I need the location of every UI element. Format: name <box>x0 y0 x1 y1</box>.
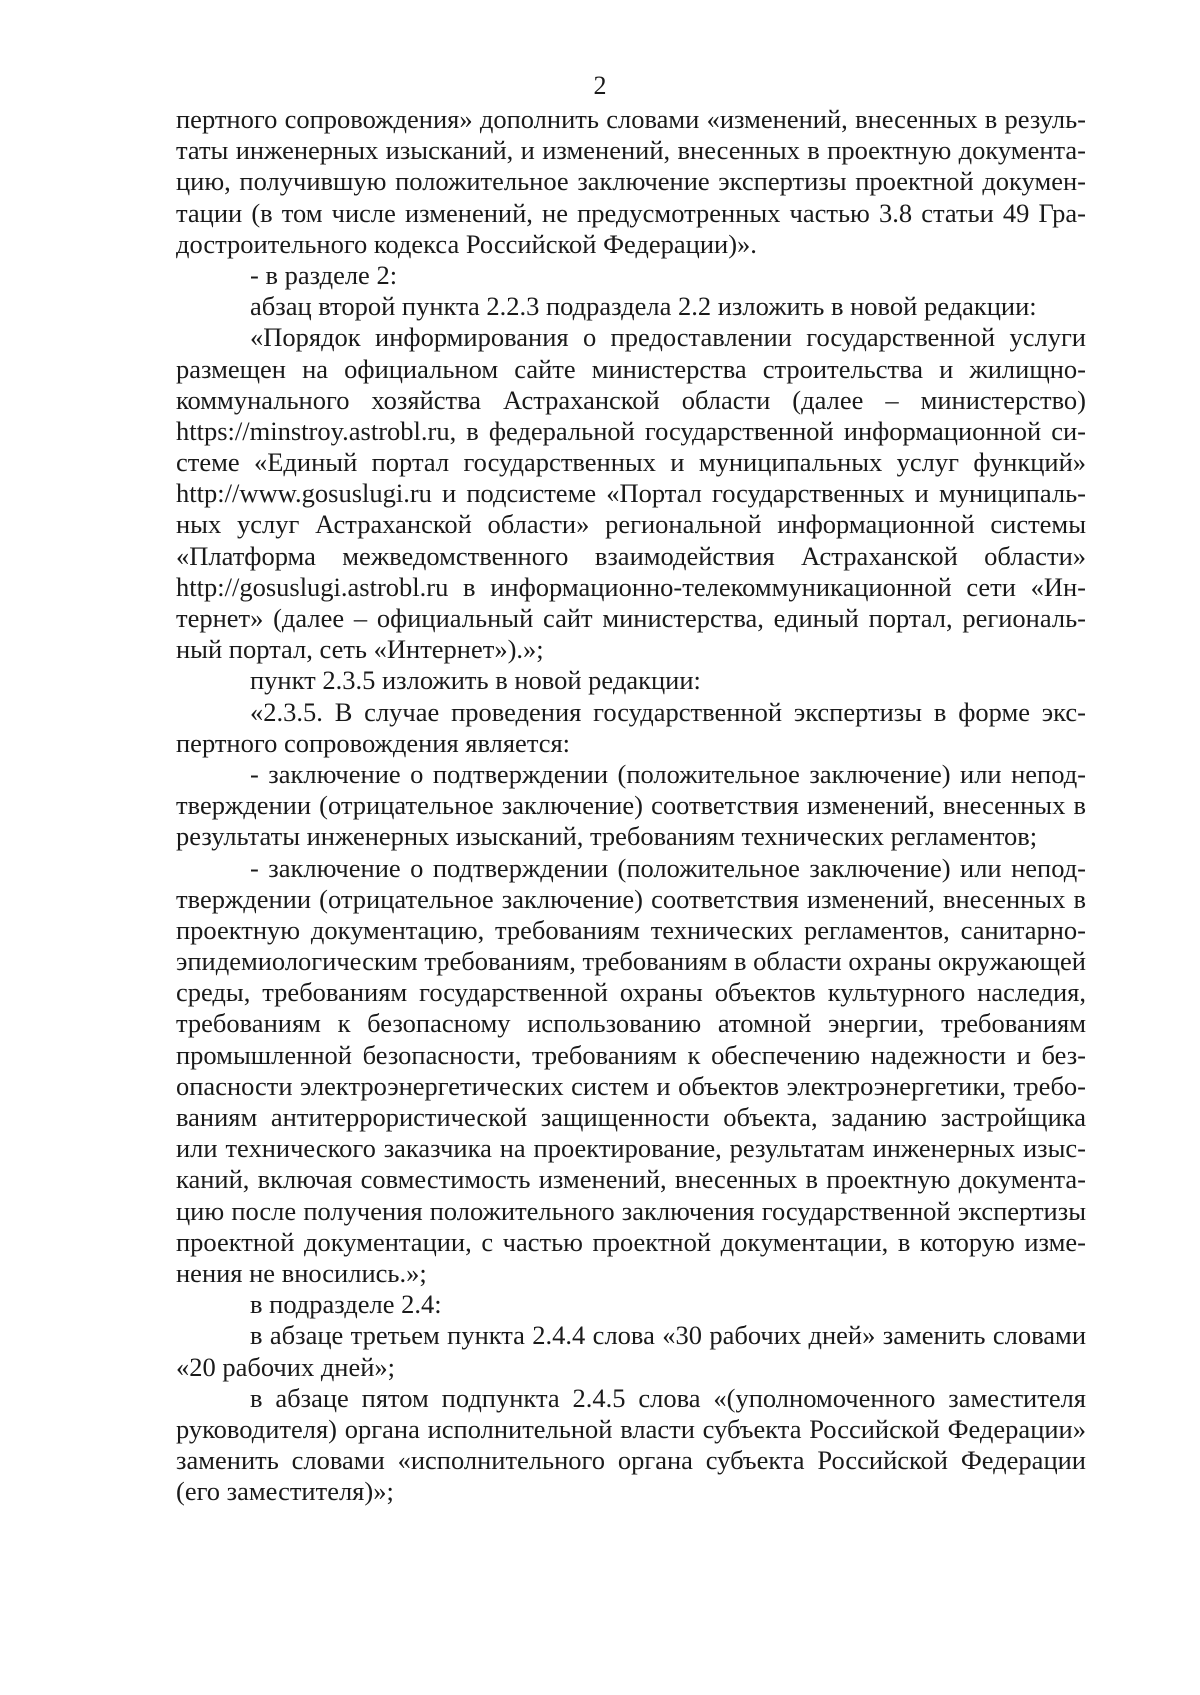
text-line: тернет» (далее – официальный сайт министерства, единый портал, региональ- <box>176 603 1086 633</box>
text-line: http://gosuslugi.astrobl.ru в информационно-телекоммуникационной сети «Ин- <box>176 571 1086 602</box>
text-line: цию, получившую положительное заключение экспертизы проектной докумен- <box>176 166 1086 197</box>
text-line: промышленной безопасности, требованиям к обеспечению надежности и без- <box>176 1039 1086 1070</box>
text-line: пертного сопровождения является: <box>176 727 571 758</box>
text-line: пункт 2.3.5 изложить в новой редакции: <box>250 665 701 696</box>
text-line: - в разделе 2: <box>250 259 398 290</box>
text-line: (его заместителя)»; <box>176 1476 394 1507</box>
document-body <box>176 104 1086 1507</box>
text-line: «Порядок информирования о предоставлении государственной услуги <box>250 322 1086 353</box>
text-line: требованиям к безопасному использованию атомной энергии, требованиям <box>176 1008 1086 1039</box>
text-line: каний, включая совместимость изменений, внесенных в проектную документа- <box>176 1164 1086 1195</box>
text-line: коммунального хозяйства Астраханской области (далее – министерство) <box>176 384 1086 415</box>
text-line: среды, требованиям государственной охраны объектов культурного наследия, <box>176 977 1086 1008</box>
text-line: тверждении (отрицательное заключение) соответствия изменений, внесенных в <box>176 883 1086 914</box>
text-line: абзац второй пункта 2.2.3 подраздела 2.2 изложить в новой редакции: <box>250 291 1037 322</box>
text-line: «Платформа межведомственного взаимодействия Астраханской области» <box>176 540 1086 571</box>
text-line: http://www.gosuslugi.ru и подсистеме «Портал государственных и муниципаль- <box>176 478 1086 509</box>
text-line: тации (в том числе изменений, не предусмотренных частью 3.8 статьи 49 Гра- <box>176 197 1086 228</box>
text-line: результаты инженерных изысканий, требованиям технических регламентов; <box>176 821 1038 852</box>
text-line: проектной документации, с частью проектной документации, в которую изме- <box>176 1226 1086 1257</box>
text-line: эпидемиологическим требованиям, требованиям в области охраны окружающей <box>176 946 1086 977</box>
text-line: ный портал, сеть «Интернет»).»; <box>176 634 544 665</box>
text-line: «2.3.5. В случае проведения государственной экспертизы в форме экс- <box>250 696 1086 727</box>
text-line: стеме «Единый портал государственных и муниципальных услуг функций» <box>176 447 1086 478</box>
text-line: тверждении (отрицательное заключение) соответствия изменений, внесенных в <box>176 790 1086 821</box>
text-line: «20 рабочих дней»; <box>176 1351 396 1382</box>
text-line: - заключение о подтверждении (положительное заключение) или непод- <box>250 758 1086 789</box>
text-line: или технического заказчика на проектирование, результатам инженерных изыс- <box>176 1133 1086 1164</box>
text-line: руководителя) органа исполнительной власти субъекта Российской Федерации» <box>176 1413 1086 1444</box>
text-line: https://minstroy.astrobl.ru, в федеральной государственной информационной си- <box>176 415 1086 446</box>
text-line: в абзаце третьем пункта 2.4.4 слова «30 рабочих дней» заменить словами <box>250 1320 1086 1351</box>
text-line: проектную документацию, требованиям технических регламентов, санитарно- <box>176 914 1086 945</box>
text-line: ных услуг Астраханской области» региональной информационной системы <box>176 509 1086 540</box>
page-number: 2 <box>593 71 607 100</box>
text-line: опасности электроэнергетических систем и объектов электроэнергетики, требо- <box>176 1070 1086 1101</box>
text-line: достроительного кодекса Российской Федерации)». <box>176 228 757 259</box>
text-line: в подразделе 2.4: <box>250 1289 442 1320</box>
text-line: размещен на официальном сайте министерства строительства и жилищно- <box>176 353 1086 384</box>
text-line: в абзаце пятом подпункта 2.4.5 слова «(уполномоченного заместителя <box>250 1382 1086 1413</box>
text-line: - заключение о подтверждении (положительное заключение) или непод- <box>250 852 1086 883</box>
text-line: ваниям антитеррористической защищенности объекта, заданию застройщика <box>176 1102 1086 1132</box>
text-line: таты инженерных изысканий, и изменений, внесенных в проектную документа- <box>176 135 1086 166</box>
text-line: пертного сопровождения» дополнить словами «изменений, внесенных в резуль- <box>176 104 1086 134</box>
text-line: цию после получения положительного заключения государственной экспертизы <box>176 1195 1086 1226</box>
text-line: заменить словами «исполнительного органа субъекта Российской Федерации <box>176 1445 1086 1476</box>
text-line: нения не вносились.»; <box>176 1257 427 1288</box>
